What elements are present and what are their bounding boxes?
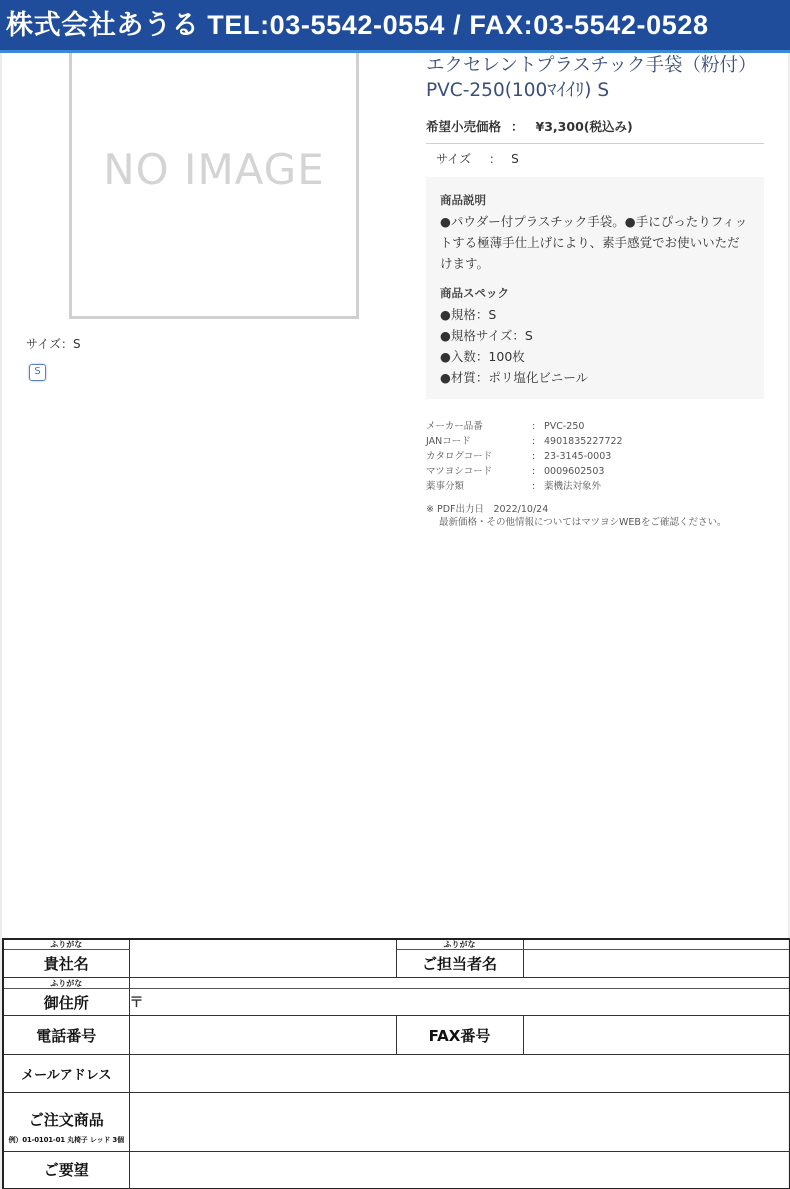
size-option-s[interactable]: S <box>29 364 46 381</box>
meta-row <box>426 449 623 464</box>
spec-item: ●入数：100枚 <box>440 349 525 364</box>
order-items-cell <box>3 1093 129 1152</box>
pdf-output-note <box>426 503 726 529</box>
phone-label: 電話番号 <box>3 1016 129 1055</box>
size-value: S <box>511 152 519 166</box>
selected-size-label: サイズ：S <box>26 337 81 351</box>
meta-value: 薬機法対象外 <box>544 481 602 492</box>
description-text: ●パウダー付プラスチック手袋。●手にぴったりフィットする極薄手仕上げにより、素手感覚でお使いいただけます。 <box>440 214 748 271</box>
price-colon: ： <box>511 119 524 134</box>
product-title <box>426 53 776 103</box>
company-name-label: 貴社名 <box>3 950 129 978</box>
address-label: 御住所 <box>3 989 129 1016</box>
furigana-label: ふりがな <box>3 939 129 950</box>
spec-item: ●規格サイズ：S <box>440 328 533 343</box>
meta-row <box>426 464 623 479</box>
meta-key: マツヨシコード <box>426 466 493 477</box>
meta-key: 薬事分類 <box>426 481 465 492</box>
furigana-label: ふりがな <box>396 939 523 950</box>
phone-field[interactable] <box>129 1016 396 1055</box>
contact-furigana-field[interactable] <box>523 939 790 950</box>
address-furigana-field[interactable] <box>129 978 790 989</box>
postal-mark-icon: 〒 <box>129 995 144 1011</box>
product-image-placeholder <box>69 40 359 319</box>
meta-row <box>426 419 623 434</box>
meta-value: PVC-250 <box>544 421 585 432</box>
size-colon: ： <box>489 152 502 166</box>
meta-colon: : <box>532 436 536 447</box>
description-heading: 商品説明 <box>440 193 486 207</box>
contact-name-label: ご担当者名 <box>396 950 523 978</box>
order-items-label: ご注文商品 <box>28 1111 104 1129</box>
price-value: ¥3,300(税込み) <box>535 119 633 134</box>
no-image-text: NO IMAGE <box>103 145 325 194</box>
order-items-field[interactable] <box>129 1093 790 1152</box>
spec-item: ●規格：S <box>440 307 497 322</box>
contact-header-banner: 株式会社あうる TEL:03-5542-0554 / FAX:03-5542-0528 <box>0 0 790 50</box>
meta-colon: : <box>532 421 536 432</box>
description-box <box>426 177 764 399</box>
company-name-field[interactable] <box>129 939 396 978</box>
requests-label: ご要望 <box>3 1152 129 1189</box>
meta-key: JANコード <box>426 436 471 447</box>
pdf-output-date: ※ PDF出力日 2022/10/24 <box>426 504 549 515</box>
meta-row <box>426 479 623 494</box>
meta-key: カタログコード <box>426 451 493 462</box>
order-items-example: 例）01-0101-01 丸椅子 レッド 3個 <box>8 1136 124 1144</box>
meta-value: 0009602503 <box>544 466 605 477</box>
address-field[interactable] <box>129 989 790 1016</box>
spec-heading: 商品スペック <box>440 286 509 300</box>
meta-colon: : <box>532 451 536 462</box>
meta-colon: : <box>532 466 536 477</box>
furigana-label: ふりがな <box>3 978 129 989</box>
meta-value: 23-3145-0003 <box>544 451 612 462</box>
contact-name-field[interactable] <box>523 950 790 978</box>
product-meta-list <box>426 419 623 494</box>
price-row <box>426 117 633 135</box>
meta-row <box>426 434 623 449</box>
fax-label: FAX番号 <box>396 1016 523 1055</box>
product-title-line2: PVC-250(100ﾏｲｲﾘ) S <box>426 80 610 101</box>
order-form-table <box>2 938 790 1189</box>
size-label: サイズ <box>436 152 472 166</box>
spec-item: ●材質：ポリ塩化ビニール <box>440 370 589 385</box>
requests-field[interactable] <box>129 1152 790 1189</box>
meta-key: メーカー品番 <box>426 421 483 432</box>
email-field[interactable] <box>129 1055 790 1093</box>
price-divider <box>426 143 764 144</box>
meta-colon: : <box>532 481 536 492</box>
size-row <box>436 150 519 167</box>
meta-value: 4901835227722 <box>544 436 623 447</box>
price-label: 希望小売価格 <box>426 119 502 134</box>
fax-field[interactable] <box>523 1016 790 1055</box>
latest-info-note: 最新価格・その他情報についてはマツヨシWEBをご確認ください。 <box>439 517 727 528</box>
product-title-line1: エクセレントプラスチック手袋（粉付） <box>426 55 757 76</box>
email-label: メールアドレス <box>3 1055 129 1093</box>
